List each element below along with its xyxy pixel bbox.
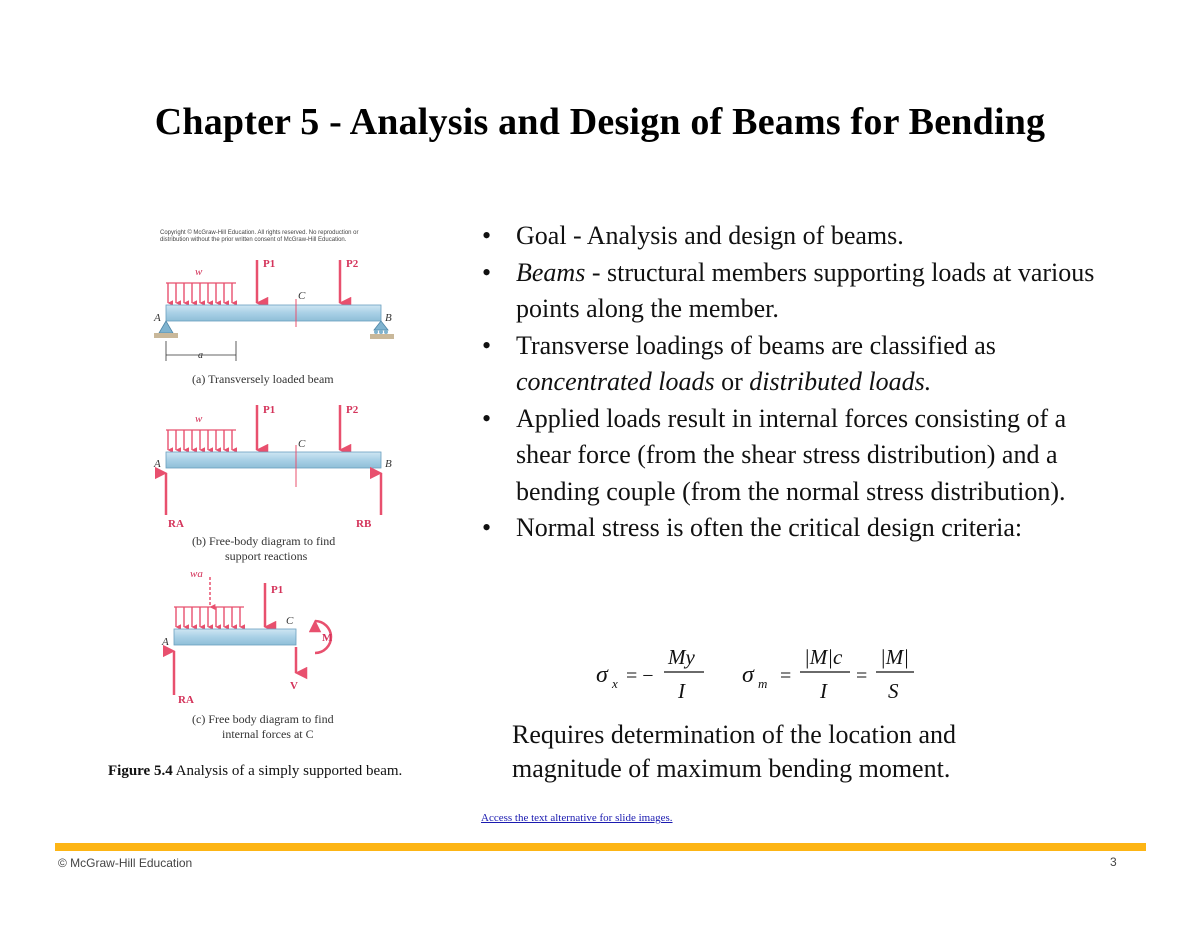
bullet-internal-forces: [478, 401, 1118, 511]
text-alternative-link[interactable]: Access the text alternative for slide images.: [481, 812, 673, 824]
label-wa-c: wa: [190, 568, 203, 580]
numerator-m: |M|: [880, 645, 910, 669]
bullet-text-italic: Beams: [516, 257, 586, 287]
figure-caption: [108, 763, 402, 780]
beam-b: [166, 452, 381, 468]
label-a-dim: a: [198, 350, 203, 361]
beam-diagram-svg: [150, 215, 450, 755]
denominator-i-2: I: [820, 679, 827, 703]
ground-a-right: [370, 334, 394, 339]
figure-copyright-2: distribution without the prior written consent of McGraw-Hill Education.: [160, 237, 347, 243]
label-rb-b: RB: [356, 518, 372, 530]
label-c-c: C: [286, 615, 294, 627]
beam-figure: [100, 215, 480, 795]
label-p2-a: P2: [346, 258, 359, 270]
conclusion-line-2: magnitude of maximum bending moment.: [512, 754, 951, 783]
beam-c: [174, 629, 296, 645]
distributed-load-b: [168, 430, 232, 450]
label-a-c: A: [162, 636, 169, 648]
subscript-m: m: [758, 676, 768, 691]
distributed-load-c: [176, 607, 240, 627]
bullet-text: Transverse loadings of beams are classified as: [516, 330, 996, 360]
panel-c-caption-2: internal forces at C: [222, 727, 314, 741]
equals-minus: = −: [626, 665, 654, 687]
label-b-a: B: [385, 312, 392, 324]
footer-accent-bar: [55, 843, 1146, 851]
label-a-a: A: [154, 312, 161, 324]
subscript-x: x: [612, 676, 618, 691]
label-p1-b: P1: [263, 404, 276, 416]
panel-c: [161, 568, 334, 741]
panel-b-caption-2: support reactions: [225, 549, 308, 563]
bullet-text-italic: distributed loads.: [749, 367, 932, 396]
label-w-b: w: [195, 413, 203, 425]
panel-b-caption-1: (b) Free-body diagram to find: [192, 534, 336, 548]
panel-a-caption: (a) Transversely loaded beam: [192, 372, 334, 386]
distributed-load-a: [168, 283, 232, 303]
numerator-my: My: [668, 645, 695, 669]
bullet-goal: [478, 218, 1118, 255]
label-p1-c: P1: [271, 584, 284, 596]
conclusion-text: [512, 718, 956, 786]
bullet-text-italic: concentrated loads: [516, 367, 715, 396]
label-m-c: M: [322, 632, 333, 644]
panel-a: [153, 258, 394, 386]
label-c-b: C: [298, 438, 306, 450]
beam-a: [166, 305, 381, 321]
footer-copyright: © McGraw-Hill Education: [58, 856, 193, 870]
pin-support-a: [159, 321, 173, 333]
sigma-x: σ: [596, 662, 608, 688]
bullet-text: Goal - Analysis and design of beams.: [516, 221, 904, 250]
label-p1-a: P1: [263, 258, 276, 270]
numerator-mc: |M|c: [804, 645, 843, 669]
bullet-beams: [478, 255, 1118, 328]
label-ra-b: RA: [168, 518, 184, 530]
equals-1: =: [780, 665, 792, 687]
label-b-b: B: [385, 458, 392, 470]
denominator-i-1: I: [678, 679, 685, 703]
denominator-s: S: [888, 679, 899, 703]
figure-copyright-1: Copyright © McGraw-Hill Education. All rights reserved. No reproduction or: [160, 230, 359, 236]
sigma-m: σ: [742, 662, 754, 688]
label-a-b: A: [154, 458, 161, 470]
label-p2-b: P2: [346, 404, 359, 416]
bullet-normal-stress: [478, 510, 1118, 547]
label-ra-c: RA: [178, 694, 194, 706]
panel-b: [153, 404, 392, 563]
page-number: 3: [1110, 855, 1117, 869]
ground-a-left: [154, 333, 178, 338]
label-c-a: C: [298, 290, 306, 302]
panel-c-caption-1: (c) Free body diagram to find: [192, 712, 334, 726]
bullet-text: Normal stress is often the critical design criteria:: [516, 513, 1023, 542]
bullet-text: Applied loads result in internal forces consisting of a shear force (from the shear stress distribution) and a bending couple (from the normal stress distribution).: [516, 403, 1067, 506]
bullet-transverse-loadings: [478, 328, 1118, 401]
bullet-text: or: [714, 367, 750, 396]
bullet-text: - structural members supporting loads at various points along the member.: [516, 257, 1095, 323]
figure-caption-label: Figure 5.4: [108, 763, 173, 779]
slide-title: Chapter 5 - Analysis and Design of Beams for Bending: [154, 101, 1046, 143]
label-v-c: V: [290, 680, 298, 692]
conclusion-line-1: Requires determination of the location and: [512, 720, 957, 749]
figure-caption-text: Analysis of a simply supported beam.: [172, 763, 403, 779]
stress-formulas: [590, 638, 930, 708]
bullet-list: [478, 218, 1118, 547]
label-w-a: w: [195, 266, 203, 278]
equals-2: =: [856, 665, 868, 687]
